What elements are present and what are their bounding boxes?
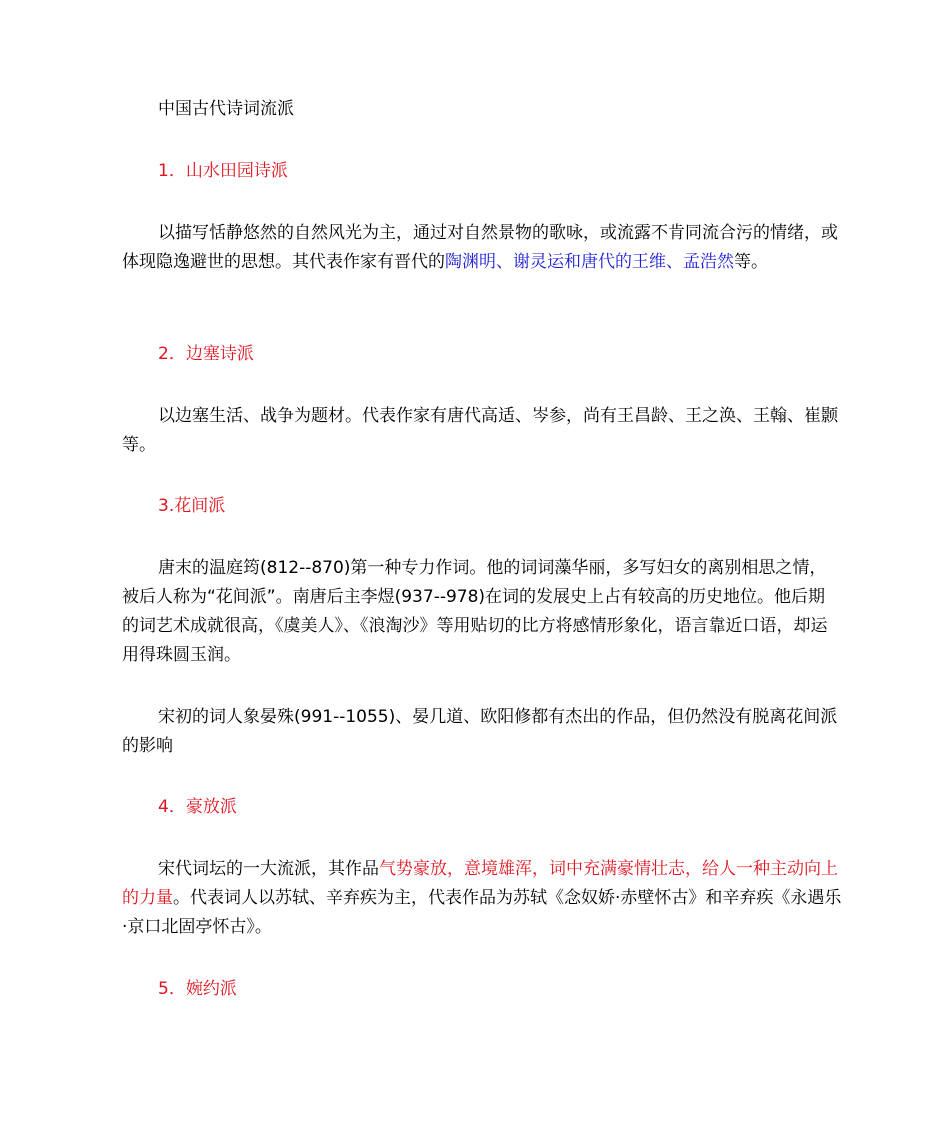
section-heading-4: 4．豪放派 [158, 797, 237, 817]
document-title: 中国古代诗词流派 [158, 99, 294, 119]
section-heading-5: 5．婉约派 [158, 979, 237, 999]
section-4-paragraph [122, 855, 842, 942]
paragraph-text: 宋代词坛的一大流派，其作品 [158, 859, 379, 879]
section-heading-2: 2．边塞诗派 [158, 344, 254, 364]
section-3-paragraph-1: 唐末的温庭筠(812--870)第一种专力作词。他的词词藻华丽，多写妇女的离别相思之情，被后人称为“花间派”。南唐后主李煜(937--978)在词的发展史上占有较高的历史地位。他后期的词艺术成就很高，《虞美人》、《浪淘沙》等用贴切的比方将感情形象化，语言靠近口语，却运用得珠圆玉润。 [122, 558, 828, 665]
section-heading-1: 1．山水田园诗派 [158, 161, 288, 181]
section-2-paragraph: 以边塞生活、战争为题材。代表作家有唐代高适、岑参，尚有王昌龄、王之涣、王翰、崔颢等。 [122, 406, 838, 455]
paragraph-text: 以描写恬静悠然的自然风光为主，通过对自然景物的歌咏，或流露不肯同流合污的情绪，或体现隐逸避世的思想。其代表作家有晋代的 [122, 223, 838, 272]
highlighted-text: 气势豪放，意境雄浑，词中充满豪情壮志，给人一种主动向上的力量 [122, 859, 838, 908]
paragraph-text: 等。 [734, 252, 768, 272]
highlighted-text: 陶渊明、谢灵运和唐代的王维、孟浩然 [445, 252, 734, 272]
section-1-paragraph [122, 219, 842, 277]
section-heading-3: 3.花间派 [158, 496, 226, 516]
paragraph-text: 。代表词人以苏轼、辛弃疾为主，代表作品为苏轼《念奴娇·赤壁怀古》和辛弃疾《永遇乐·京口北固亭怀古》。 [122, 888, 842, 937]
section-3-paragraph-2: 宋初的词人象晏殊(991--1055)、晏几道、欧阳修都有杰出的作品，但仍然没有脱离花间派的影响 [122, 707, 838, 756]
